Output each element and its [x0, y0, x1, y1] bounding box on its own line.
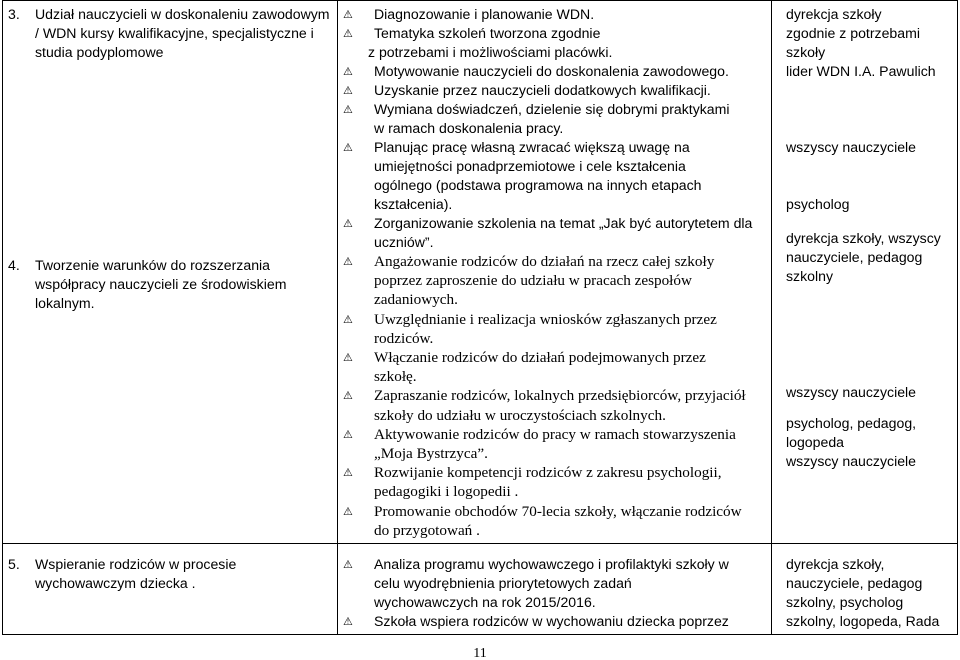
- list-item: ⚠ Uzyskanie przez nauczycieli dodatkowych kwalifikacji.: [343, 82, 711, 98]
- task-number: 4.: [8, 257, 20, 273]
- list-item-continuation: w ramach doskonalenia pracy.: [374, 120, 564, 136]
- list-item: ⚠ Analiza programu wychowawczego i profilaktyki szkoły w celu wyodrębnienia priorytetowych zadań wychowawczych na rok 2015/2016.: [343, 556, 729, 611]
- warning-icon: ⚠: [343, 389, 353, 403]
- list-item-continuation: z potrzebami i możliwościami placówki.: [368, 44, 613, 60]
- task-3: [8, 5, 332, 62]
- warning-icon: ⚠: [343, 8, 353, 21]
- responsible-cell: dyrekcja szkoły, nauczyciele, pedagog szkolny, psycholog szkolny, logopeda, Rada: [772, 544, 958, 635]
- table-row: [3, 1, 958, 544]
- warning-icon: ⚠: [343, 558, 353, 572]
- table-row: [3, 544, 958, 635]
- task-number: 5.: [8, 556, 20, 573]
- task-5: [8, 555, 332, 593]
- list-item: ⚠ Zapraszanie rodziców, lokalnych przedsiębiorców, przyjaciół szkoły do udziału w uroczystościach szkolnych.: [343, 387, 746, 424]
- responsible-all-teachers: wszyscy nauczyciele: [786, 139, 917, 155]
- list-item: ⚠ Promowanie obchodów 70-lecia szkoły, włączanie rodziców do przygotowań .: [343, 502, 742, 539]
- warning-icon: ⚠: [343, 312, 353, 326]
- responsible-cell: [772, 1, 958, 544]
- task-cell: [3, 544, 338, 635]
- task-title: Tworzenie warunków do rozszerzania współpracy nauczycieli ze środowiskiem lokalnym.: [35, 257, 287, 311]
- list-item: ⚠ Angażowanie rodziców do działań na rzecz całej szkoły poprzez zaproszenie do udziału w pracach zespołów zadaniowych.: [343, 253, 715, 309]
- responsible-psychologist: psycholog: [786, 196, 850, 212]
- activities-list-wdn: [338, 5, 766, 252]
- warning-icon: ⚠: [343, 255, 353, 268]
- responsible-all-teachers-2: wszyscy nauczyciele: [786, 384, 917, 400]
- task-title: Udział nauczycieli w doskonaleniu zawodowym / WDN kursy kwalifikacyjne, specjalistyczne i studia podyplomowe: [35, 6, 330, 60]
- list-item-continuation: ogólnego (podstawa programowa na innych etapach: [374, 177, 702, 193]
- list-item: ⚠ Motywowanie nauczycieli do doskonalenia zawodowego.: [343, 63, 729, 79]
- warning-icon: ⚠: [343, 217, 353, 230]
- task-number: 3.: [8, 6, 20, 22]
- task-4: [8, 256, 332, 313]
- list-item-continuation: uczniów”.: [374, 234, 434, 250]
- list-item-continuation: kształcenia).: [374, 196, 453, 212]
- plan-table: [2, 0, 958, 635]
- warning-icon: ⚠: [343, 27, 353, 40]
- warning-icon: ⚠: [343, 504, 353, 518]
- warning-icon: ⚠: [343, 615, 353, 629]
- responsible-community: dyrekcja szkoły, wszyscy nauczyciele, pedagog szkolny: [786, 230, 941, 284]
- list-item: ⚠ Szkoła wspiera rodziców w wychowaniu dziecka poprzez: [343, 613, 729, 630]
- list-item: ⚠ Aktywowanie rodziców do pracy w ramach stowarzyszenia „Moja Bystrzyca”.: [343, 425, 736, 463]
- activities-list-community: [338, 252, 766, 540]
- list-item: ⚠ Tematyka szkoleń tworzona zgodnie: [343, 25, 601, 41]
- list-item: ⚠ Wymiana doświadczeń, dzielenie się dobrymi praktykami: [343, 101, 730, 117]
- warning-icon: ⚠: [343, 65, 353, 78]
- task-title: Wspieranie rodziców w procesie wychowawczym dziecka .: [35, 556, 237, 592]
- list-item: ⚠ Zorganizowanie szkolenia na temat „Jak być autorytetem dla: [343, 215, 753, 231]
- list-item: ⚠ Rozwijanie kompetencji rodziców z zakresu psychologii, pedagogiki i logopedii .: [343, 464, 722, 501]
- list-item: ⚠ Włączanie rodziców do działań podejmowanych przez szkołę.: [343, 349, 706, 386]
- warning-icon: ⚠: [343, 427, 353, 441]
- task-cell: [3, 1, 338, 544]
- page-number: 11: [473, 646, 487, 660]
- list-item: ⚠ Diagnozowanie i planowanie WDN.: [343, 6, 595, 22]
- responsible-specialists: psycholog, pedagog, logopeda wszyscy nauczyciele: [786, 415, 917, 469]
- activities-cell: [338, 1, 772, 544]
- warning-icon: ⚠: [343, 351, 353, 365]
- activities-cell: [338, 544, 772, 635]
- warning-icon: ⚠: [343, 141, 353, 154]
- list-item: ⚠ Planując pracę własną zwracać większą uwagę na: [343, 139, 690, 155]
- activities-list-parents: [338, 555, 766, 631]
- warning-icon: ⚠: [343, 84, 353, 97]
- list-item-continuation: umiejętności ponadprzemiotowe i cele kształcenia: [374, 158, 686, 174]
- list-item: ⚠ Uwzględnianie i realizacja wniosków zgłaszanych przez rodziców.: [343, 310, 717, 347]
- warning-icon: ⚠: [343, 466, 353, 480]
- warning-icon: ⚠: [343, 103, 353, 116]
- responsible-wdn: dyrekcja szkoły zgodnie z potrzebami szkoły lider WDN I.A. Pawulich: [786, 6, 936, 79]
